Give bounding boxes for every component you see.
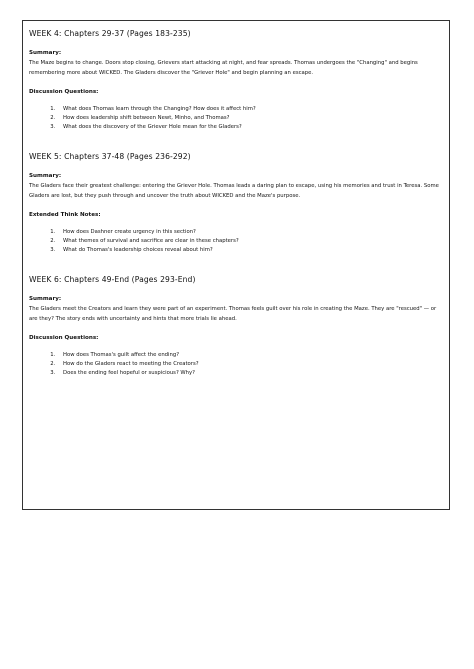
summary-heading: Summary: (29, 50, 62, 56)
question-item: 2. How do the Gladers react to meeting the Creators? (57, 361, 443, 367)
summary-text: The Gladers face their greatest challenge: entering the Griever Hole. Thomas leads a daring plan to escape, using his memories and trust in Teresa. Some Gladers are lost, but they push through and uncover the truth about WICKED and the Maze's purpose. (29, 183, 439, 199)
question-list (29, 352, 443, 376)
question-item: 1. What does Thomas learn through the Changing? How does it affect him? (57, 106, 443, 112)
question-item: 2. What themes of survival and sacrifice are clear in these chapters? (57, 238, 443, 244)
question-list (29, 229, 443, 253)
question-item: 1. How does Dashner create urgency in this section? (57, 229, 443, 235)
question-item: 3. Does the ending feel hopeful or suspicious? Why? (57, 370, 443, 376)
week-title: WEEK 6: Chapters 49-End (Pages 293-End) (29, 275, 196, 284)
week-title: WEEK 5: Chapters 37-48 (Pages 236-292) (29, 152, 191, 161)
week-6-section (29, 275, 443, 376)
reading-guide-box (22, 20, 450, 510)
summary-text: The Gladers meet the Creators and learn they were part of an experiment. Thomas feels guilt over his role in creating the Maze. They are "rescued" — or are they? The story ends with uncertainty and hints that more trials lie ahead. (29, 306, 437, 322)
summary-text: The Maze begins to change. Doors stop closing, Grievers start attacking at night, and fear spreads. Thomas undergoes the "Changing" and begins remembering more about WICKED. The Gladers discover the "Griever Hole" and begin planning an escape. (29, 60, 418, 76)
questions-heading: Discussion Questions: (29, 89, 99, 95)
week-4-section (29, 29, 443, 130)
summary-heading: Summary: (29, 296, 62, 302)
question-item: 2. How does leadership shift between Newt, Minho, and Thomas? (57, 115, 443, 121)
question-item: 1. How does Thomas's guilt affect the ending? (57, 352, 443, 358)
question-item: 3. What does the discovery of the Griever Hole mean for the Gladers? (57, 124, 443, 130)
summary-heading: Summary: (29, 173, 62, 179)
week-title: WEEK 4: Chapters 29-37 (Pages 183-235) (29, 29, 191, 38)
questions-heading: Extended Think Notes: (29, 212, 101, 218)
week-5-section (29, 152, 443, 253)
question-item: 3. What do Thomas's leadership choices reveal about him? (57, 247, 443, 253)
questions-heading: Discussion Questions: (29, 335, 99, 341)
question-list (29, 106, 443, 130)
